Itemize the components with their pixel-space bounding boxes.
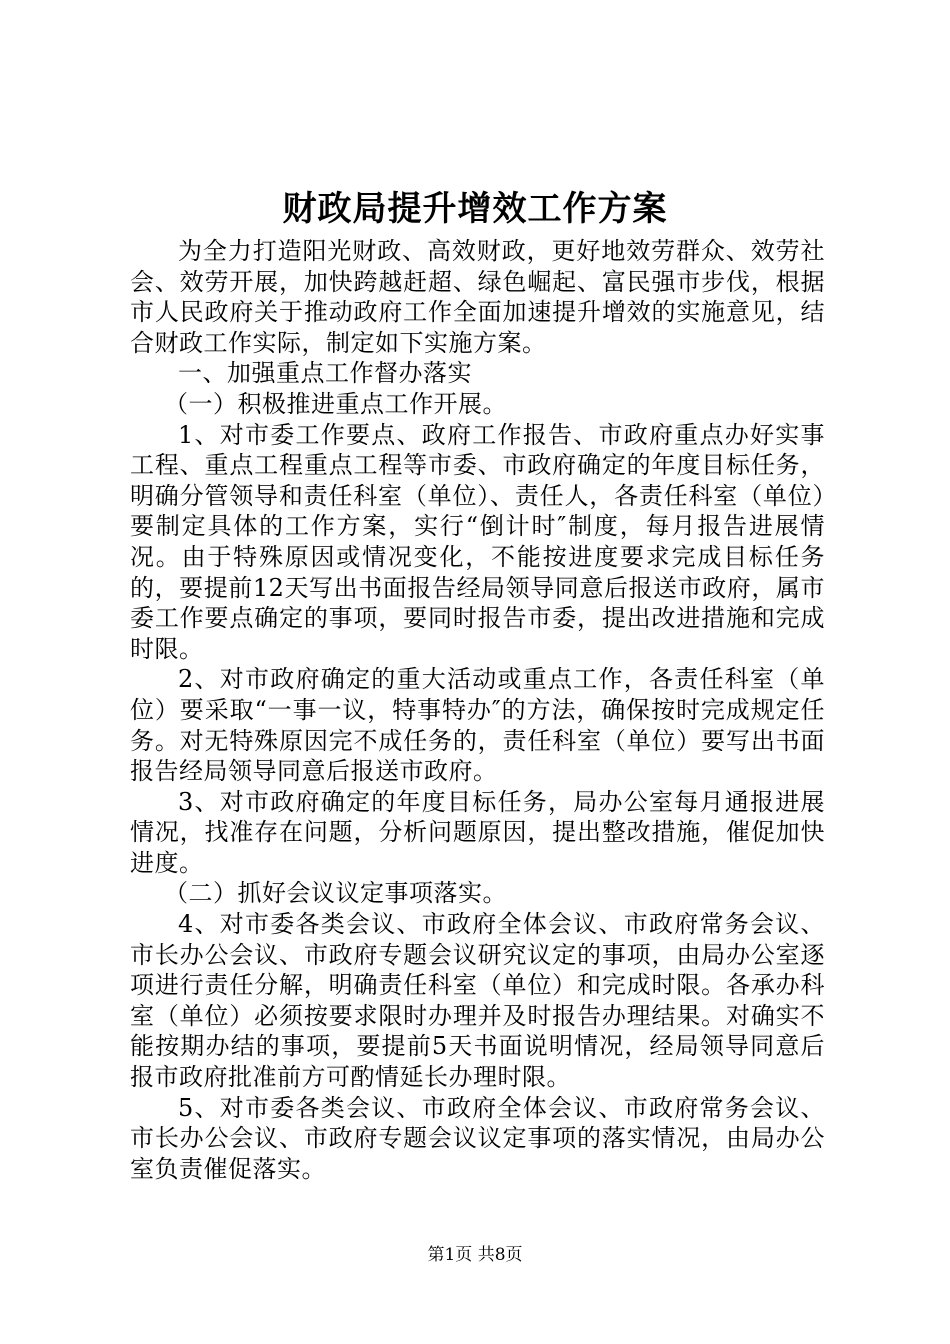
document-title: 财政局提升增效工作方案 [282, 189, 668, 229]
heading-subsection-1: （一）积极推进重点工作开展。 [164, 389, 507, 418]
document-body [130, 236, 825, 1184]
paragraph-item-3: 3、对市政府确定的年度目标任务，局办公室每月通报进展情况，找准存在问题，分析问题原因，提出整改措施，催促加快进度。 [130, 787, 825, 877]
paragraph-intro: 为全力打造阳光财政、高效财政，更好地效劳群众、效劳社会、效劳开展，加快跨越赶超、绿色崛起、富民强市步伐，根据市人民政府关于推动政府工作全面加速提升增效的实施意见，结合财政工作实际，制定如下实施方案。 [130, 237, 825, 357]
heading-section-1: 一、加强重点工作督办落实 [178, 359, 472, 388]
paragraph-item-5: 5、对市委各类会议、市政府全体会议、市政府常务会议、市长办公会议、市政府专题会议议定事项的落实情况，由局办公室负责催促落实。 [130, 1093, 825, 1183]
paragraph-item-4: 4、对市委各类会议、市政府全体会议、市政府常务会议、市长办公会议、市政府专题会议研究议定的事项，由局办公室逐项进行责任分解，明确责任科室（单位）和完成时限。各承办科室（单位）必须按要求限时办理并及时报告办理结果。对确实不能按期办结的事项，要提前5天书面说明情况，经局领导同意后报市政府批准前方可酌情延长办理时限。 [130, 910, 825, 1092]
page-footer: 第1页 共8页 [427, 1245, 523, 1265]
paragraph-item-2: 2、对市政府确定的重大活动或重点工作，各责任科室（单位）要采取“一事一议，特事特办″的方法，确保按时完成规定任务。对无特殊原因完不成任务的，责任科室（单位）要写出书面报告经局领导同意后报送市政府。 [130, 665, 825, 786]
paragraph-item-1: 1、对市委工作要点、政府工作报告、市政府重点办好实事工程、重点工程重点工程等市委、市政府确定的年度目标任务，明确分管领导和责任科室（单位）、责任人，各责任科室（单位）要制定具体的工作方案，实行“倒计时″制度，每月报告进展情况。由于特殊原因或情况变化，不能按进度要求完成目标任务的，要提前12天写出书面报告经局领导同意后报送市政府，属市委工作要点确定的事项，要同时报告市委，提出改进措施和完成时限。 [130, 420, 825, 663]
heading-subsection-2: （二）抓好会议议定事项落实。 [164, 879, 507, 908]
